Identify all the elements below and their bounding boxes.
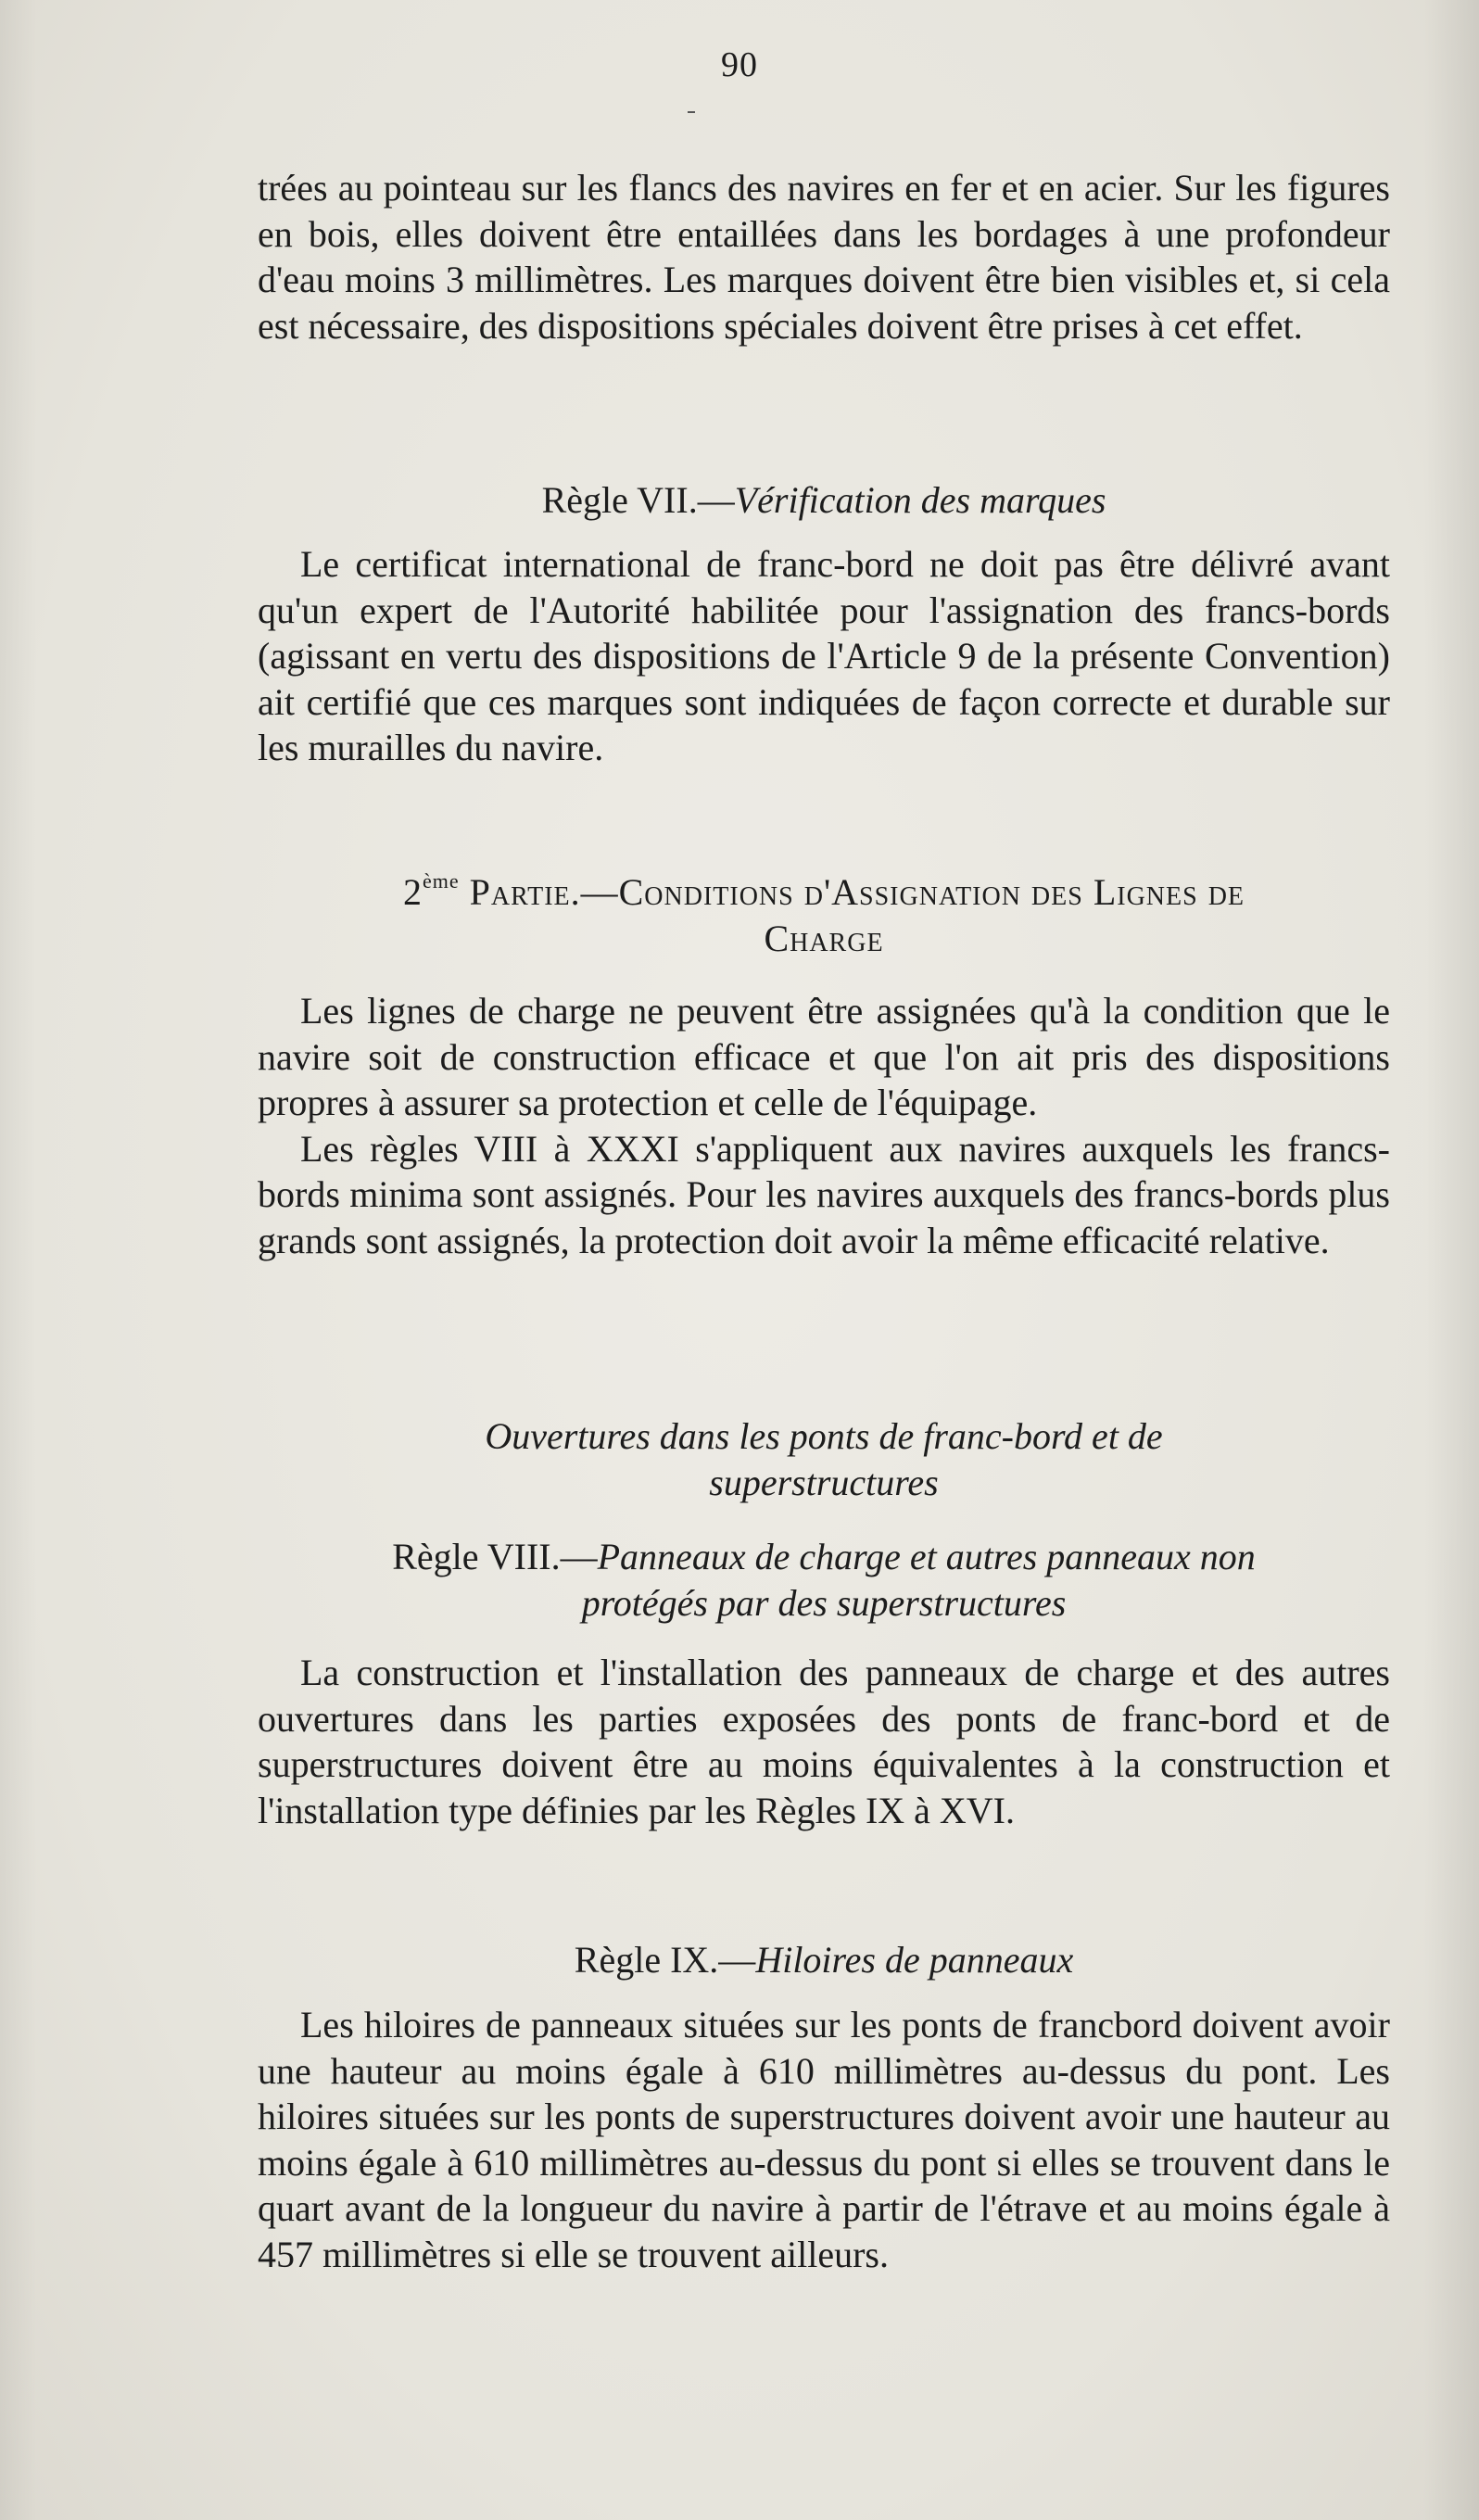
rule-8-heading-line-2: [258, 1580, 1390, 1627]
page-mark: [688, 111, 695, 113]
page-edge-shadow-right: [1423, 0, 1479, 2520]
rule-7-heading: [258, 477, 1390, 524]
part-2-heading: [258, 869, 1390, 916]
paragraph-text: La construction et l'installation des panneaux de charge et des autres ouvertures dans les parties exposées des ponts de franc-bord et de superstructures doivent être au moins équivalentes à la construction et l'installation type définies par les Règles IX à XVI.: [258, 1652, 1390, 1831]
rule-9-body: [258, 2002, 1390, 2277]
section-heading-line-1: Ouvertures dans les ponts de franc-bord et de: [485, 1415, 1163, 1457]
rule-8-title-line-1: Panneaux de charge et autres panneaux non: [597, 1536, 1256, 1577]
rule-9-heading: [258, 1937, 1390, 1983]
paragraph-text: Les règles VIII à XXXI s'appliquent aux navires auxquels les francs-bords minima sont assignés. Pour les navires auxquels des francs-bords plus grands sont assignés, la protection doit avoir la même efficacité relative.: [258, 1127, 1390, 1261]
part-number: 2: [402, 871, 423, 913]
paragraph-text: Le certificat international de franc-bord ne doit pas être délivré avant qu'un expert de l'Autorité habilitée pour l'assignation des francs-bords (agissant en vertu des dispositions de l'Article 9 de la présente Convention) ait certifié que ces marques sont indiquées de façon correcte et durable sur les murailles du navire.: [258, 543, 1390, 768]
rule-7-title: Vérification des marques: [734, 479, 1106, 521]
section-heading-line-2: superstructures: [709, 1462, 939, 1503]
part-heading-line-1: Partie.—Conditions d'Assignation des Lignes de: [469, 871, 1245, 913]
rule-7-body: [258, 541, 1390, 771]
part-2-body: [258, 988, 1390, 1263]
paragraph-text: trées au pointeau sur les flancs des navires en fer et en acier. Sur les figures en bois, elles doivent être entaillées dans les bordages à une profondeur d'eau moins 3 millimètres. Les marques doivent être bien visibles et, si cela est nécessaire, des dispositions spéciales doivent être prises à cet effet.: [258, 167, 1390, 347]
rule-8-body: [258, 1650, 1390, 1833]
page-number: 90: [721, 45, 758, 84]
part-heading-line-2: Charge: [764, 918, 884, 959]
rule-8-heading: [258, 1534, 1390, 1580]
part-ordinal: ème: [422, 869, 460, 893]
rule-8-prefix: Règle VIII.—: [392, 1536, 598, 1577]
page-edge-shadow-left: [0, 0, 37, 2520]
rule-8-title-line-2: protégés par des superstructures: [581, 1582, 1067, 1624]
paragraph-text: Les lignes de charge ne peuvent être assignées qu'à la condition que le navire soit de construction efficace et que l'on ait pris des dispositions propres à assurer sa protection et celle de l'équipage.: [258, 990, 1390, 1123]
paragraph-text: Les hiloires de panneaux situées sur les ponts de francbord doivent avoir une hauteur au moins égale à 610 millimètres au-dessus du pont. Les hiloires situées sur les ponts de superstructures doivent avoir une hauteur au moins égale à 610 millimètres au-dessus du pont si elles se trouvent dans le quart avant de la longueur du navire à partir de l'étrave et au moins égale à 457 millimètres si elle se trouvent ailleurs.: [258, 2004, 1390, 2275]
rule-9-title: Hiloires de panneaux: [755, 1939, 1074, 1981]
rule-9-prefix: Règle IX.—: [574, 1939, 756, 1981]
rule-7-prefix: Règle VII.—: [541, 479, 735, 521]
paragraph-opening: [258, 165, 1390, 348]
